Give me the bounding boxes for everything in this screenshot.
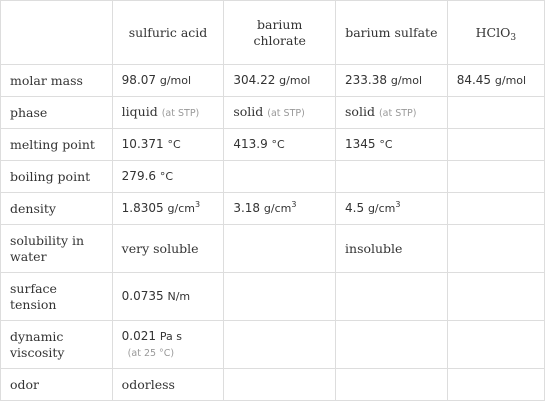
- cell-unit: g/mol: [279, 74, 311, 87]
- row-header: [1, 273, 113, 321]
- table-row: [1, 225, 545, 273]
- row-header-label: boiling point: [10, 168, 91, 184]
- header-row: [1, 1, 545, 65]
- table-row: [1, 273, 545, 321]
- cell-barium-chlorate: [224, 273, 336, 321]
- cell-unit: °C: [167, 138, 181, 151]
- cell-unit: Pa s: [159, 329, 182, 343]
- cell-barium-sulfate: [336, 129, 448, 161]
- cell-sulfuric-acid: [112, 321, 224, 369]
- cell-note: (at 25 °C): [127, 347, 175, 359]
- cell-value: 84.45: [456, 73, 492, 87]
- table-row: [1, 193, 545, 225]
- cell-barium-sulfate: [336, 369, 448, 401]
- cell-value: 0.0735: [121, 289, 164, 303]
- column-header-sulfuric-acid: [112, 1, 224, 65]
- cell-barium-chlorate: [224, 97, 336, 129]
- cell-sulfuric-acid: [112, 273, 224, 321]
- table-row: [1, 65, 545, 97]
- row-header-label: density: [10, 200, 56, 216]
- cell-sulfuric-acid: [112, 65, 224, 97]
- cell-value: 304.22: [233, 73, 276, 87]
- row-header-label: surface tension: [10, 280, 57, 312]
- cell-unit: °C: [159, 170, 174, 183]
- cell-unit-superscript: 3: [194, 200, 201, 209]
- cell-unit: N/m: [167, 290, 191, 303]
- cell-value: 413.9: [233, 137, 268, 151]
- cell-unit: g/mol: [494, 74, 527, 87]
- row-header-label: melting point: [10, 136, 95, 152]
- row-header: [1, 161, 113, 193]
- cell-value: 4.5: [345, 201, 365, 215]
- column-header-barium-sulfate: [336, 1, 448, 65]
- cell-value: solid: [345, 103, 375, 119]
- cell-hclo3: [447, 321, 544, 369]
- cell-note: (at STP): [267, 107, 305, 119]
- row-header-label: molar mass: [10, 72, 83, 88]
- formula-subscript: 3: [510, 32, 517, 43]
- row-header-label: odor: [10, 376, 40, 392]
- row-header: [1, 129, 113, 161]
- cell-hclo3: [447, 65, 544, 97]
- cell-value: 1345: [345, 137, 376, 151]
- cell-unit: °C: [379, 138, 393, 151]
- cell-value: odorless: [121, 376, 175, 392]
- cell-unit: g/mol: [390, 74, 423, 87]
- cell-hclo3: [447, 193, 544, 225]
- corner-cell: [1, 1, 113, 65]
- table-row: [1, 321, 545, 369]
- cell-value: very soluble: [121, 240, 199, 256]
- cell-unit-superscript: 3: [291, 200, 297, 209]
- cell-hclo3: [447, 97, 544, 129]
- cell-barium-chlorate: [224, 369, 336, 401]
- cell-hclo3: [447, 129, 544, 161]
- cell-unit: g/cm: [367, 202, 396, 215]
- table-row: [1, 161, 545, 193]
- cell-value: liquid: [121, 103, 158, 119]
- table-row: [1, 369, 545, 401]
- row-header: [1, 225, 113, 273]
- column-header-label: sulfuric acid: [128, 24, 208, 40]
- cell-unit: °C: [271, 138, 285, 151]
- cell-value: 233.38: [345, 73, 388, 87]
- cell-barium-sulfate: [336, 273, 448, 321]
- row-header-label: solubility in water: [10, 232, 85, 264]
- cell-value: solid: [233, 103, 264, 119]
- cell-sulfuric-acid: [112, 369, 224, 401]
- cell-value: 1.8305: [121, 201, 164, 215]
- cell-unit-superscript: 3: [395, 200, 401, 209]
- cell-barium-sulfate: [336, 65, 448, 97]
- row-header: [1, 97, 113, 129]
- cell-hclo3: [447, 161, 544, 193]
- cell-note: (at STP): [161, 107, 200, 119]
- column-header-barium-chlorate: [224, 1, 336, 65]
- cell-sulfuric-acid: [112, 225, 224, 273]
- row-header: [1, 321, 113, 369]
- cell-barium-sulfate: [336, 225, 448, 273]
- cell-barium-chlorate: [224, 225, 336, 273]
- column-header-label: barium sulfate: [345, 24, 438, 40]
- table-row: [1, 129, 545, 161]
- cell-value: 10.371: [121, 137, 164, 151]
- cell-hclo3: [447, 369, 544, 401]
- row-header-label: dynamic viscosity: [10, 328, 65, 360]
- row-header: [1, 193, 113, 225]
- cell-sulfuric-acid: [112, 193, 224, 225]
- table-row: [1, 97, 545, 129]
- cell-barium-sulfate: [336, 321, 448, 369]
- cell-barium-sulfate: [336, 97, 448, 129]
- column-header-hclo3: [447, 1, 544, 65]
- cell-sulfuric-acid: [112, 129, 224, 161]
- cell-unit: g/cm: [263, 202, 292, 215]
- cell-value: 3.18: [233, 201, 261, 215]
- cell-sulfuric-acid: [112, 97, 224, 129]
- cell-barium-chlorate: [224, 161, 336, 193]
- cell-unit: g/mol: [159, 74, 192, 87]
- cell-value: insoluble: [345, 240, 403, 256]
- cell-note: (at STP): [378, 107, 417, 119]
- cell-hclo3: [447, 225, 544, 273]
- cell-value: 0.021: [121, 328, 157, 343]
- cell-hclo3: [447, 273, 544, 321]
- cell-barium-chlorate: [224, 129, 336, 161]
- column-header-label: barium chlorate: [253, 16, 306, 48]
- cell-barium-chlorate: [224, 65, 336, 97]
- cell-barium-sulfate: [336, 193, 448, 225]
- formula-base: HClO: [475, 24, 511, 40]
- row-header: [1, 65, 113, 97]
- cell-unit: g/cm: [167, 202, 195, 215]
- row-header: [1, 369, 113, 401]
- cell-value: 98.07: [121, 73, 157, 87]
- cell-barium-chlorate: [224, 321, 336, 369]
- cell-barium-sulfate: [336, 161, 448, 193]
- cell-sulfuric-acid: [112, 161, 224, 193]
- cell-barium-chlorate: [224, 193, 336, 225]
- cell-value: 279.6: [121, 169, 157, 183]
- row-header-label: phase: [10, 104, 48, 120]
